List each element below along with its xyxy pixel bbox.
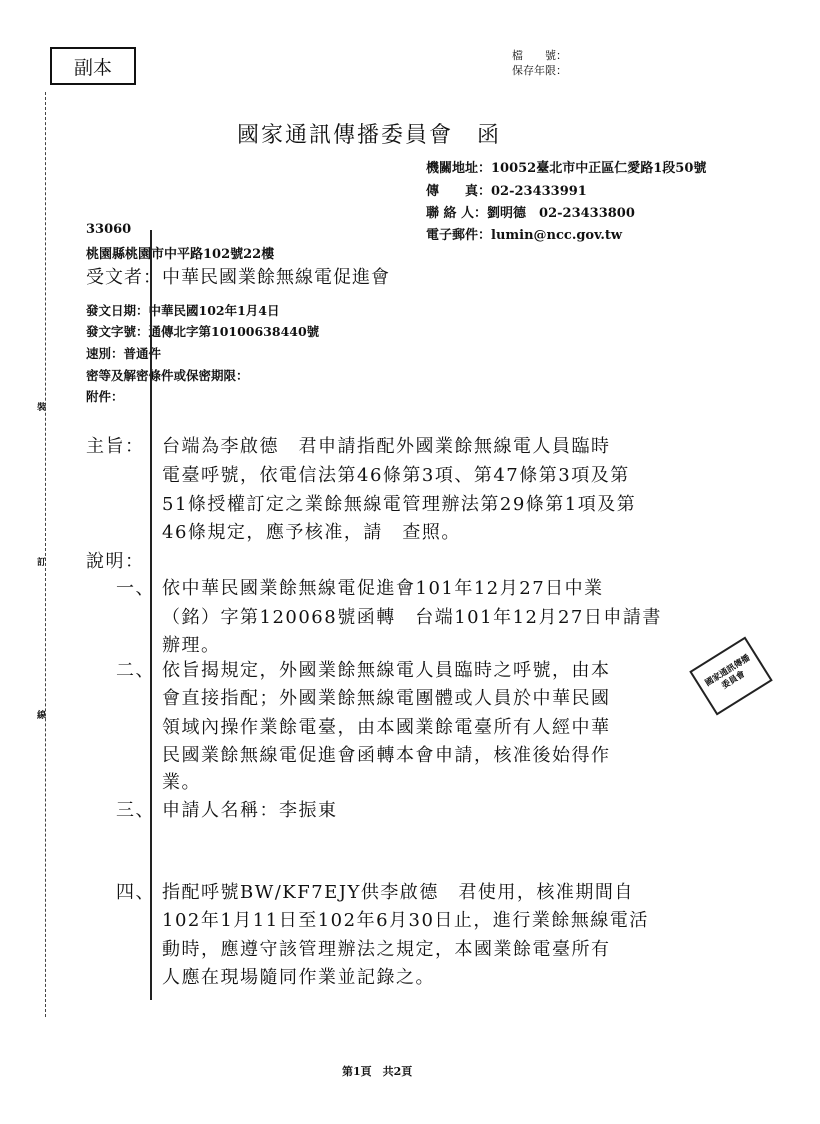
explanation-label: 說明：	[86, 551, 145, 572]
retention-label: 保存年限：	[512, 64, 567, 77]
item-line: 依中華民國業餘無線電促進會101年12月27日中業	[162, 578, 604, 599]
copy-label-box	[50, 47, 136, 85]
contact-address: 機關地址：10052臺北市中正區仁愛路1段50號	[426, 161, 707, 176]
side-mark-xian: 線	[37, 711, 47, 721]
copy-label: 副本	[73, 56, 112, 79]
recipient-zip: 33060	[86, 222, 132, 237]
security-level: 密等及解密條件或保密期限：	[86, 368, 249, 383]
document-number: 發文字號：通傳北字第10100638440號	[86, 324, 320, 339]
issue-date: 發文日期：中華民國102年1月4日	[86, 303, 280, 318]
stamp-text: 國家通訊傳播委員會	[703, 653, 753, 692]
subject-line: 51條授權訂定之業餘無線電管理辦法第29條第1項及第	[162, 494, 637, 515]
file-number-label: 檔 號：	[512, 49, 567, 62]
recipient-address: 桃園縣桃園市中平路102號22樓	[86, 247, 275, 262]
item-line: 領域內操作業餘電臺，由本國業餘電臺所有人經中華	[162, 717, 611, 738]
agency-stamp	[689, 636, 773, 715]
item-line: （銘）字第120068號函轉 台端101年12月27日申請書	[162, 607, 662, 628]
item-line: 業。	[162, 772, 201, 793]
item-number: 一、	[116, 578, 155, 599]
item-line: 指配呼號BW/KF7EJY供李啟德 君使用，核准期間自	[162, 882, 634, 903]
side-mark-ding: 訂	[37, 558, 47, 568]
item-line: 民國業餘無線電促進會函轉本會申請，核准後始得作	[162, 745, 611, 766]
item-number: 三、	[116, 800, 155, 821]
item-line: 依旨揭規定，外國業餘無線電人員臨時之呼號，由本	[162, 660, 611, 681]
item-line: 102年1月11日至102年6月30日止，進行業餘無線電活	[162, 910, 649, 931]
page-footer: 第1頁 共2頁	[342, 1065, 413, 1078]
item-number: 二、	[116, 660, 155, 681]
item-line: 申請人名稱：李振東	[162, 800, 338, 821]
contact-fax: 傳 真：02-23433991	[426, 184, 587, 199]
item-line: 人應在現場隨同作業並記錄之。	[162, 967, 435, 988]
subject-line: 46條規定，應予核准，請 查照。	[162, 522, 461, 543]
attachment: 附件：	[86, 389, 124, 404]
delivery-speed: 速別：普通件	[86, 346, 162, 361]
subject-label: 主旨：	[86, 436, 145, 457]
subject-line: 台端為李啟德 君申請指配外國業餘無線電人員臨時	[162, 436, 611, 457]
page-title: 國家通訊傳播委員會 函	[237, 123, 502, 148]
side-mark-zhuang: 裝	[37, 403, 47, 413]
item-line: 會直接指配；外國業餘無線電團體或人員於中華民國	[162, 688, 611, 709]
subject-line: 電臺呼號，依電信法第46條第3項、第47條第3項及第	[162, 465, 630, 486]
item-line: 辦理。	[162, 635, 221, 656]
recipient-line: 受文者：中華民國業餘無線電促進會	[86, 267, 390, 288]
item-number: 四、	[116, 882, 155, 903]
contact-email: 電子郵件：lumin@ncc.gov.tw	[426, 228, 623, 243]
item-line: 動時，應遵守該管理辦法之規定，本國業餘電臺所有	[162, 939, 611, 960]
contact-person: 聯 絡 人：劉明德 02-23433800	[426, 206, 635, 221]
